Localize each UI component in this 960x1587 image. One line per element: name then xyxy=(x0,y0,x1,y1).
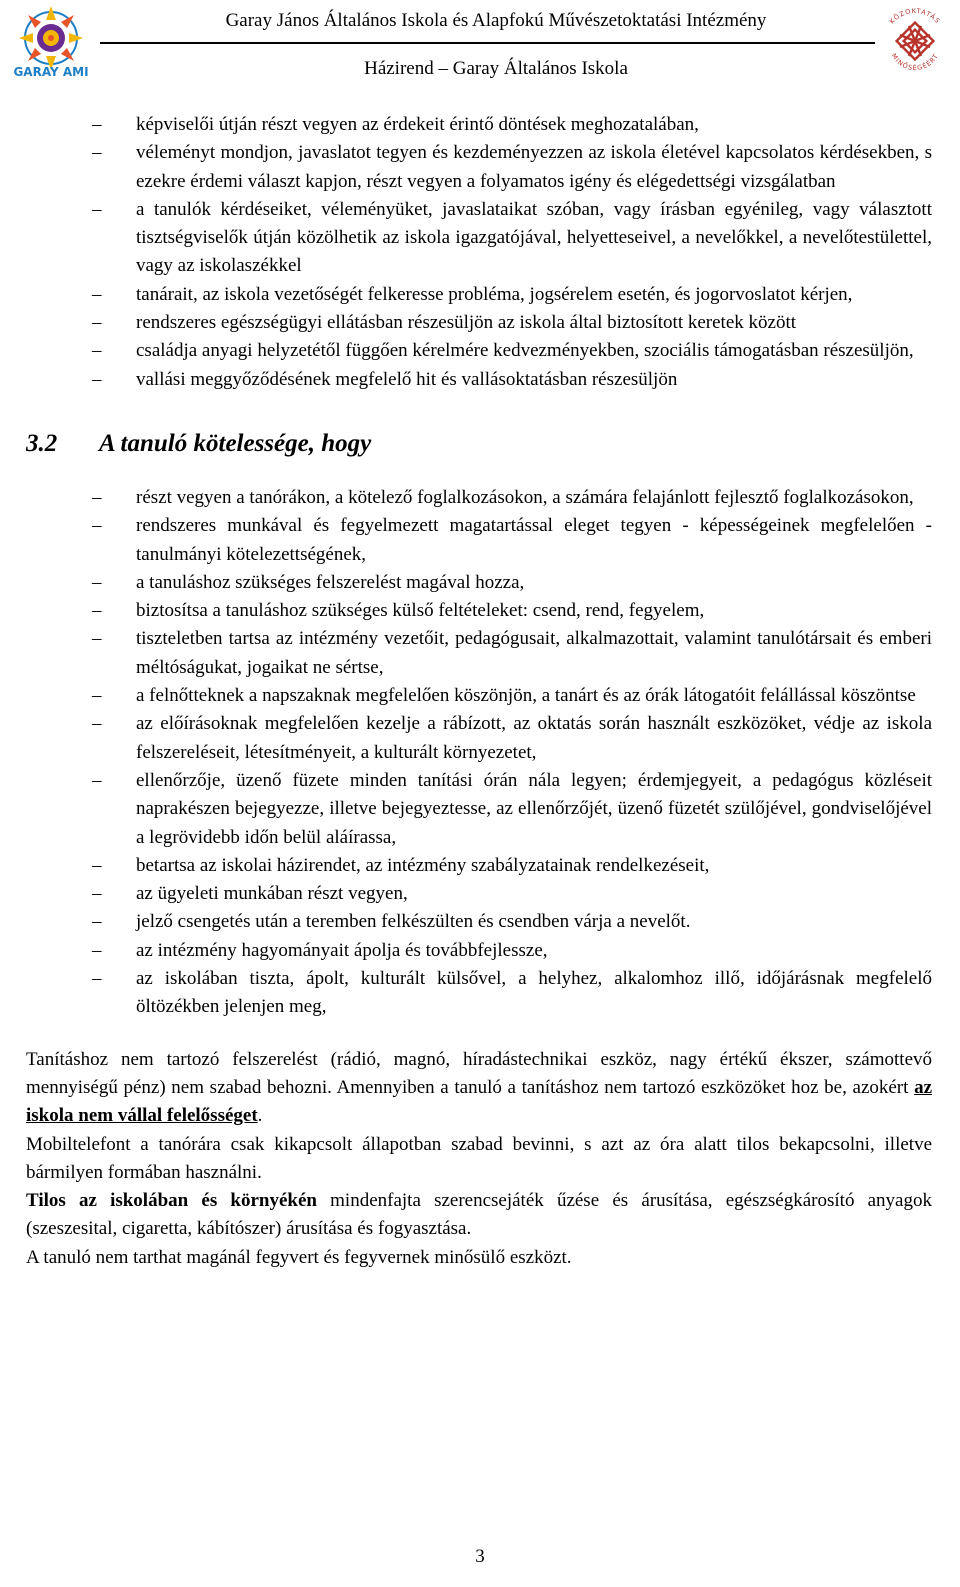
list-item: – rendszeres egészségügyi ellátásban részesüljön az iskola által biztosított keretek között xyxy=(26,309,932,337)
list-item: – családja anyagi helyzetétől függően kérelmére kedvezményekben, szociális támogatásban részesüljön, xyxy=(26,337,932,365)
prohibition-emphasis: Tilos az iskolában és környékén xyxy=(26,1190,317,1212)
list-item: – a tanulók kérdéseiket, véleményüket, javaslataikat szóban, vagy írásban egyénileg, vagy választott tisztségviselők útján közölhetik az iskola igazgatójával, helyetteseivel, a nevelőkkel, a nevelőtestülettel, vagy az iskolaszékkel xyxy=(26,196,932,281)
svg-text:KÖZOKTATÁS: KÖZOKTATÁS xyxy=(888,6,942,26)
list-item: – tanárait, az iskola vezetőségét felkeresse probléma, jogsérelem esetén, és jogorvoslatot kérjen, xyxy=(26,281,932,309)
list-item: – az előírásoknak megfelelően kezelje a rábízott, az oktatás során használt eszközöket, védje az iskola felszereléseit, létesítményeit, a kulturált környezetet, xyxy=(26,710,932,767)
list-item: – tiszteletben tartsa az intézmény vezetőit, pedagógusait, alkalmazottait, valamint tanulótársait és emberi méltóságukat, jogaikat ne sértse, xyxy=(26,625,932,682)
section-heading xyxy=(26,428,932,460)
mobile-phone-paragraph: Mobiltelefont a tanórára csak kikapcsolt állapotban szabad bevinni, s azt az óra alatt tilos bekapcsolni, illetve bármilyen formában használni. xyxy=(26,1133,932,1183)
list-item: – az iskolában tiszta, ápolt, kulturált külsővel, a helyhez, alkalomhoz illő, időjárásnak megfelelő öltözékben jelenjen meg, xyxy=(26,965,932,1022)
section-title: A tanuló kötelessége, hogy xyxy=(99,429,372,457)
svg-text:GARAY AMI: GARAY AMI xyxy=(13,65,89,79)
list-item: – részt vegyen a tanórákon, a kötelező foglalkozásokon, a számára felajánlott fejlesztő foglalkozásokon, xyxy=(26,484,932,512)
rights-list xyxy=(26,111,932,394)
equipment-paragraph: Tanításhoz nem tartozó felszerelést (rádió, magnó, híradástechnikai eszköz, nagy értékű ékszer, számottevő mennyiségű pénz) nem szabad behozni. Amennyiben a tanuló a tanításhoz nem tartozó eszközöket hoz be, azokért az iskola nem vállal felelősséget. xyxy=(26,1048,932,1127)
prohibition-paragraph: Tilos az iskolában és környékén mindenfajta szerencsejáték űzése és árusítása, egészségkárosító anyagok (szeszesital, cigaretta, kábítószer) árusítása és fogyasztása. xyxy=(26,1190,932,1240)
list-item: – véleményt mondjon, javaslatot tegyen és kezdeményezzen az iskola életével kapcsolatos kérdésekben, s ezekre érdemi választ kapjon, részt vegyen a folyamatos igény és elégedettségi vizsgálatban xyxy=(26,139,932,196)
header-divider xyxy=(100,42,875,44)
page-number: 3 xyxy=(475,1546,485,1567)
list-item: – képviselői útján részt vegyen az érdekeit érintő döntések meghozatalában, xyxy=(26,111,932,139)
page-body xyxy=(26,111,932,1272)
document-title: Házirend – Garay Általános Iskola xyxy=(364,58,628,79)
svg-text:MINŐSÉGÉÉRT: MINŐSÉGÉÉRT xyxy=(889,52,941,73)
page-header xyxy=(0,0,960,90)
list-item: – rendszeres munkával és fegyelmezett magatartással eleget tegyen - képességeinek megfelelően - tanulmányi kötelezettségének, xyxy=(26,512,932,569)
liability-emphasis: az iskola nem vállal felelősséget xyxy=(26,1076,932,1127)
list-item: – biztosítsa a tanuláshoz szükséges külső feltételeket: csend, rend, fegyelem, xyxy=(26,597,932,625)
garay-ami-logo-icon xyxy=(6,4,96,80)
list-item: – ellenőrzője, üzenő füzete minden tanítási órán nála legyen; érdemjegyeit, a pedagógus közléseit naprakészen bejegyezze, illetve bejegyeztesse, az ellenőrzőjét, üzenő füzetét szülőjével, gondviselőjével a legrövidebb időn belül aláírassa, xyxy=(26,767,932,852)
list-item: – a tanuláshoz szükséges felszerelést magával hozza, xyxy=(26,569,932,597)
list-item: – az intézmény hagyományait ápolja és továbbfejlessze, xyxy=(26,937,932,965)
duties-list xyxy=(26,484,932,1022)
list-item: – betartsa az iskolai házirendet, az intézmény szabályzatainak rendelkezéseit, xyxy=(26,852,932,880)
list-item: – vallási meggyőződésének megfelelő hit és vallásoktatásban részesüljön xyxy=(26,366,932,394)
section-number: 3.2 xyxy=(26,429,58,457)
list-item: – az ügyeleti munkában részt vegyen, xyxy=(26,880,932,908)
institution-name: Garay János Általános Iskola és Alapfokú Művészetoktatási Intézmény xyxy=(225,10,767,31)
kozoktatas-minosegeert-seal-icon xyxy=(878,4,952,78)
list-item: – jelző csengetés után a teremben felkészülten és csendben várja a nevelőt. xyxy=(26,908,932,936)
list-item: – a felnőtteknek a napszaknak megfelelően köszönjön, a tanárt és az órák látogatóit felállással köszöntse xyxy=(26,682,932,710)
weapon-paragraph: A tanuló nem tarthat magánál fegyvert és fegyvernek minősülő eszközt. xyxy=(26,1246,572,1268)
